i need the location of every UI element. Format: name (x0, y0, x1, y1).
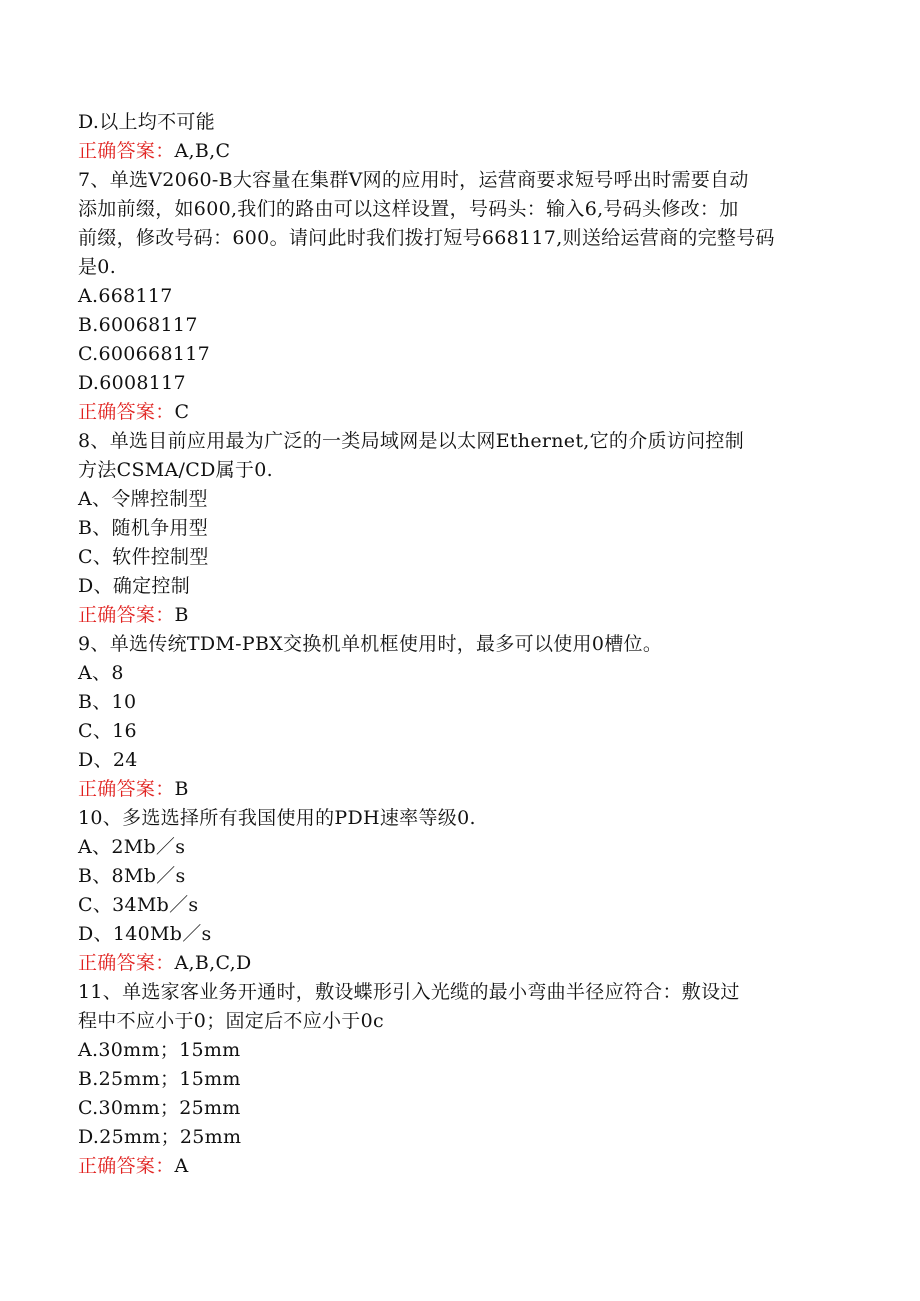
answer-line (78, 949, 838, 978)
option-line: D.25mm；25mm (78, 1126, 242, 1148)
question-line: 是0. (78, 256, 117, 278)
question-line: 10、多选选择所有我国使用的PDH速率等级0. (78, 807, 476, 829)
answer-label: 正确答案： (78, 1155, 175, 1177)
question-line: 8、单选目前应用最为广泛的一类局域网是以太网Ethernet,它的介质访问控制 (78, 430, 745, 452)
question-line: 前缀，修改号码：600。请问此时我们拨打短号668117,则送给运营商的完整号码 (78, 227, 775, 249)
answer-value: A,B,C (174, 140, 231, 162)
option-line: B、10 (78, 691, 137, 713)
question-line: 11、单选家客业务开通时，敷设蝶形引入光缆的最小弯曲半径应符合：敷设过 (78, 981, 740, 1003)
option-line: B、8Mb／s (78, 865, 186, 887)
option-line: D.6008117 (78, 372, 186, 394)
option-line: C、软件控制型 (78, 546, 209, 568)
option-line: D、确定控制 (78, 575, 191, 597)
answer-line (78, 398, 838, 427)
answer-label: 正确答案： (78, 401, 175, 423)
answer-label: 正确答案： (78, 778, 175, 800)
option-line: B.25mm；15mm (78, 1068, 241, 1090)
option-line: D、24 (78, 749, 138, 771)
answer-value: A (174, 1155, 189, 1177)
option-line: B.60068117 (78, 314, 198, 336)
answer-label: 正确答案： (78, 140, 175, 162)
option-line: C、16 (78, 720, 137, 742)
option-line: B、随机争用型 (78, 517, 209, 539)
question-line: 程中不应小于0；固定后不应小于0c (78, 1010, 384, 1032)
option-line: C.30mm；25mm (78, 1097, 241, 1119)
document-page (78, 108, 838, 1181)
option-line: A.668117 (78, 285, 173, 307)
option-line: C.600668117 (78, 343, 210, 365)
option-line: A、令牌控制型 (78, 488, 208, 510)
answer-line (78, 775, 838, 804)
answer-value: A,B,C,D (174, 952, 252, 974)
option-line: D、140Mb／s (78, 923, 212, 945)
question-line: 方法CSMA/CD属于0. (78, 459, 273, 481)
answer-value: C (174, 401, 190, 423)
answer-value: B (174, 604, 189, 626)
question-line: 添加前缀，如600,我们的路由可以这样设置，号码头：输入6,号码头修改：加 (78, 198, 739, 220)
option-line: A、2Mb／s (78, 836, 186, 858)
option-line: D.以上均不可能 (78, 111, 215, 133)
question-line: 9、单选传统TDM-PBX交换机单机框使用时，最多可以使用0槽位。 (78, 633, 663, 655)
option-line: A、8 (78, 662, 124, 684)
answer-label: 正确答案： (78, 604, 175, 626)
answer-line (78, 1152, 838, 1181)
answer-line (78, 601, 838, 630)
option-line: C、34Mb／s (78, 894, 199, 916)
option-line: A.30mm；15mm (78, 1039, 241, 1061)
answer-line (78, 137, 838, 166)
answer-label: 正确答案： (78, 952, 175, 974)
answer-value: B (174, 778, 189, 800)
question-line: 7、单选V2060-B大容量在集群V网的应用时，运营商要求短号呼出时需要自动 (78, 169, 749, 191)
